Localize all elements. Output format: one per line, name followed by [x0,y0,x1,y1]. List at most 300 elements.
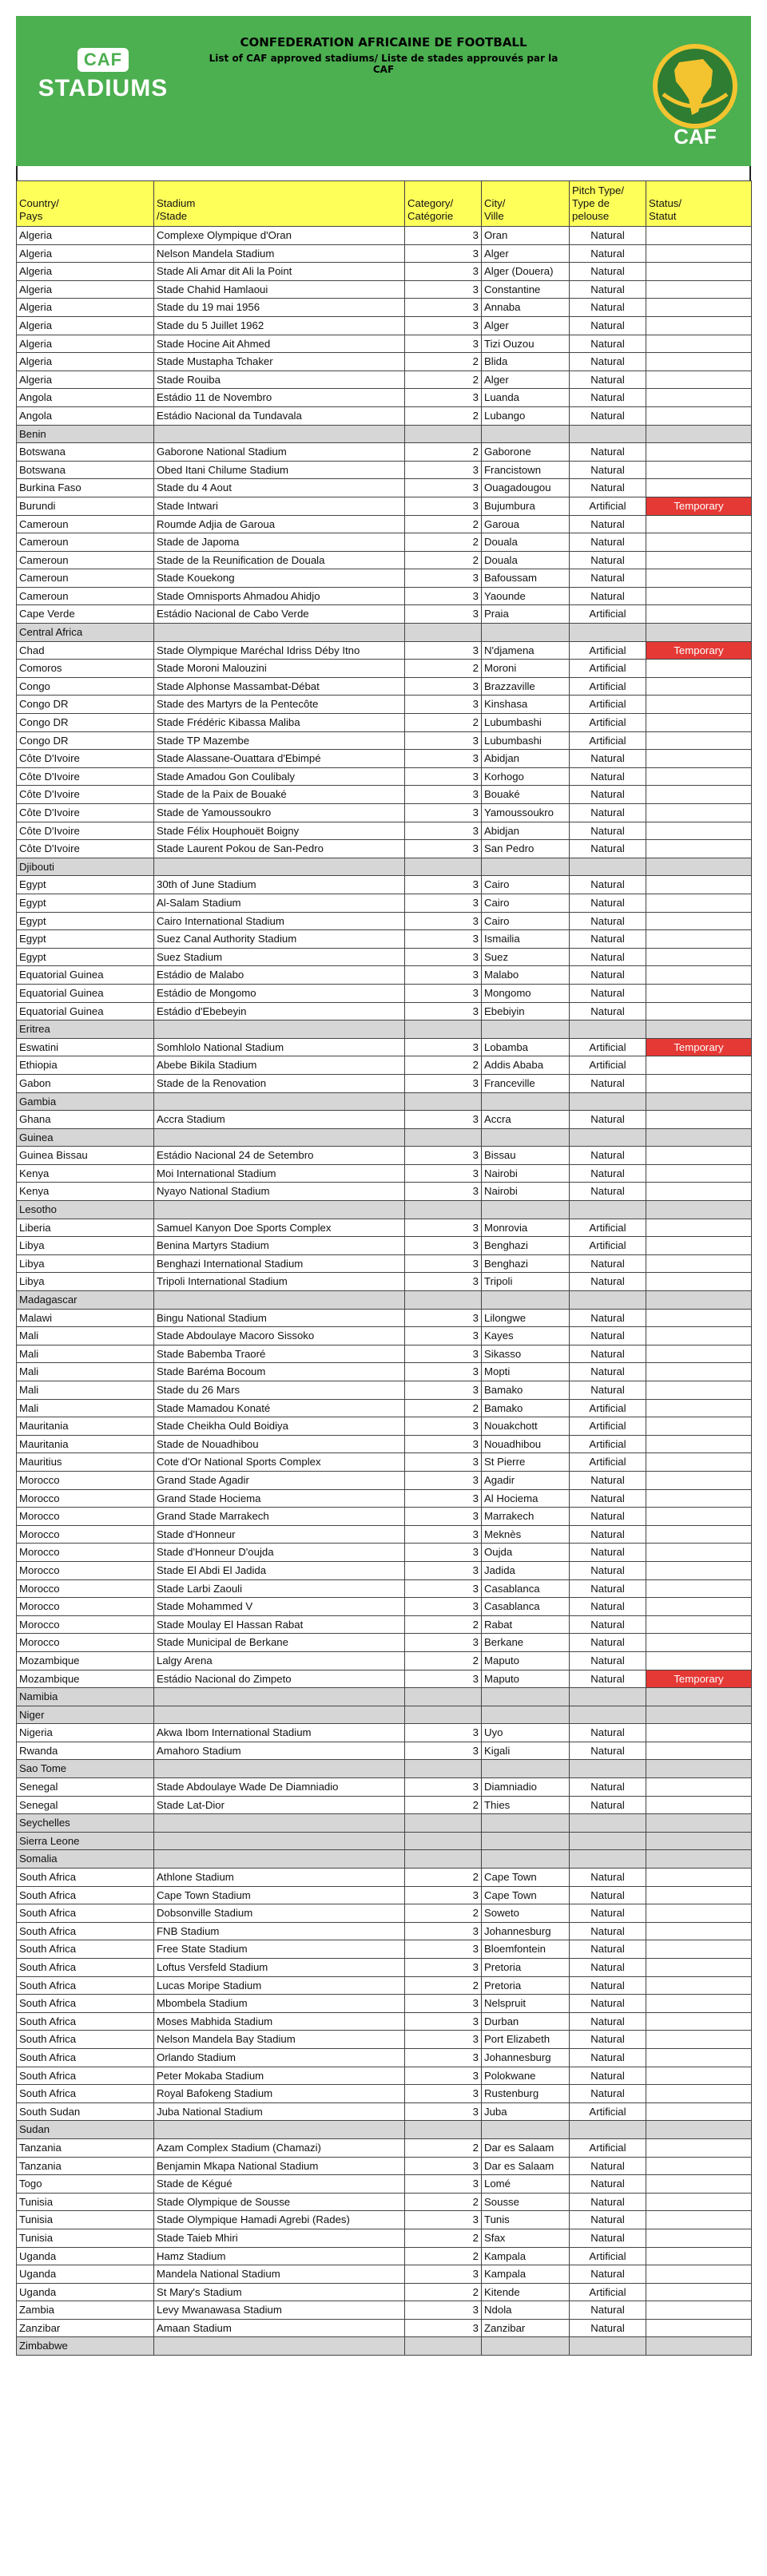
cell-pitch: Natural [570,371,646,389]
cell-stadium: Estádio Nacional do Zimpeto [154,1670,405,1688]
table-row-empty-country [17,1706,752,1724]
table-row [17,912,752,930]
cell-pitch: Natural [570,263,646,281]
table-row [17,2102,752,2121]
cell-city: Alger [482,371,570,389]
cell-status [646,822,752,840]
cell-category: 2 [405,2229,482,2247]
cell-status [646,443,752,462]
cell-status [646,1020,752,1039]
cell-status [646,1201,752,1219]
cell-country: Cameroun [17,551,154,569]
cell-category: 3 [405,948,482,966]
cell-category: 2 [405,1976,482,1995]
cell-city: Diamniadio [482,1778,570,1797]
cell-stadium: Stade Moulay El Hassan Rabat [154,1615,405,1634]
cell-stadium: Stade El Abdi El Jadida [154,1561,405,1579]
cell-pitch: Natural [570,2085,646,2103]
cell-city: Constantine [482,280,570,299]
cell-city: Nouadhibou [482,1435,570,1453]
caf-emblem-icon [647,38,743,150]
cell-country: Comoros [17,660,154,678]
table-row [17,443,752,462]
cell-status [646,1615,752,1634]
cell-city: Oujda [482,1544,570,1562]
cell-country: Mauritania [17,1417,154,1436]
cell-pitch: Artificial [570,677,646,696]
cell-city: Luanda [482,389,570,407]
cell-pitch: Natural [570,1579,646,1598]
cell-status [646,1471,752,1489]
cell-city: Addis Ababa [482,1056,570,1075]
cell-category: 2 [405,1056,482,1075]
cell-status [646,1309,752,1327]
cell-pitch: Artificial [570,1056,646,1075]
cell-category: 3 [405,786,482,804]
cell-status [646,263,752,281]
cell-city: Cairo [482,876,570,894]
cell-stadium [154,1814,405,1833]
cell-pitch: Natural [570,2031,646,2049]
cell-country: Morocco [17,1615,154,1634]
cell-status [646,1995,752,2013]
cell-country: Algeria [17,299,154,317]
cell-stadium: Stade d'Honneur [154,1525,405,1544]
cell-country: Gambia [17,1092,154,1111]
table-row [17,767,752,786]
cell-pitch: Artificial [570,696,646,714]
cell-country: Mauritania [17,1435,154,1453]
cell-city: Korhogo [482,767,570,786]
cell-status [646,2193,752,2211]
cell-status [646,2319,752,2337]
cell-city: Bloemfontein [482,1940,570,1959]
cell-pitch: Natural [570,353,646,371]
cell-status [646,1237,752,1255]
cell-city: Lilongwe [482,1309,570,1327]
cell-stadium [154,2337,405,2356]
cell-country: Algeria [17,316,154,335]
cell-country: Niger [17,1706,154,1724]
cell-city: Cape Town [482,1869,570,1887]
cell-country: Morocco [17,1579,154,1598]
cell-city: Annaba [482,299,570,317]
cell-stadium: Stade Frédéric Kibassa Maliba [154,714,405,732]
table-row [17,1237,752,1255]
cell-status [646,605,752,624]
table-row [17,244,752,263]
cell-stadium: Stade de la Reunification de Douala [154,551,405,569]
cell-city: Abidjan [482,750,570,768]
cell-stadium: Stade de Yamoussoukro [154,804,405,822]
cell-country: Congo [17,677,154,696]
cell-country: Mozambique [17,1670,154,1688]
cell-stadium: Stade de Nouadhibou [154,1435,405,1453]
cell-category: 3 [405,2085,482,2103]
cell-category [405,1814,482,1833]
cell-status: Temporary [646,1670,752,1688]
cell-status [646,569,752,588]
table-row [17,1778,752,1797]
cell-category: 3 [405,1147,482,1165]
cell-stadium: Stade Taieb Mhiri [154,2229,405,2247]
cell-category: 3 [405,1995,482,2013]
cell-country: South Africa [17,2012,154,2031]
cell-status [646,1598,752,1616]
cell-country: Congo DR [17,731,154,750]
table-row [17,1147,752,1165]
table-row-empty-country [17,425,752,443]
cell-country: Morocco [17,1508,154,1526]
cell-pitch: Natural [570,948,646,966]
cell-category: 3 [405,1111,482,1129]
table-row [17,1453,752,1472]
cell-stadium: Stade Ali Amar dit Ali la Point [154,263,405,281]
cell-city: Uyo [482,1724,570,1742]
cell-city: Mopti [482,1363,570,1381]
cell-city: Maputo [482,1651,570,1670]
cell-city: Cairo [482,894,570,912]
cell-city: Praia [482,605,570,624]
cell-city: Bamako [482,1399,570,1417]
cell-status [646,461,752,479]
cell-status [646,858,752,876]
cell-status [646,316,752,335]
cell-country: South Sudan [17,2102,154,2121]
table-row [17,1111,752,1129]
cell-stadium: Moses Mabhida Stadium [154,2012,405,2031]
cell-pitch: Natural [570,2157,646,2175]
table-row [17,316,752,335]
cell-stadium [154,1201,405,1219]
cell-category: 3 [405,696,482,714]
cell-city: Johannesburg [482,2048,570,2067]
cell-pitch: Natural [570,966,646,985]
table-row [17,1273,752,1291]
cell-stadium: Stade Abdoulaye Macoro Sissoko [154,1327,405,1345]
cell-category: 3 [405,569,482,588]
cell-country: Central Africa [17,624,154,642]
cell-status [646,876,752,894]
cell-city: Agadir [482,1471,570,1489]
table-row [17,2301,752,2320]
cell-status [646,227,752,245]
cell-stadium: Stade Baréma Bocoum [154,1363,405,1381]
cell-category: 2 [405,2283,482,2301]
cell-pitch [570,1092,646,1111]
cell-status [646,1904,752,1923]
cell-city: Casablanca [482,1598,570,1616]
cell-status [646,371,752,389]
table-row [17,948,752,966]
cell-country: Côte D'Ivoire [17,804,154,822]
cell-category [405,858,482,876]
cell-pitch [570,1850,646,1869]
table-row [17,1796,752,1814]
cell-category: 3 [405,227,482,245]
cell-status [646,2247,752,2265]
cell-pitch: Natural [570,1508,646,1526]
cell-category: 3 [405,731,482,750]
cell-country: Côte D'Ivoire [17,822,154,840]
cell-status [646,533,752,552]
cell-city: Marrakech [482,1508,570,1526]
cell-pitch: Natural [570,1976,646,1995]
cell-city: Pretoria [482,1959,570,1977]
cell-stadium: Stade d'Honneur D'oujda [154,1544,405,1562]
cell-country: South Africa [17,1904,154,1923]
table-row [17,1670,752,1688]
cell-country: Congo DR [17,696,154,714]
cell-country: South Africa [17,1959,154,1977]
cell-city: Benghazi [482,1254,570,1273]
cell-pitch: Natural [570,443,646,462]
cell-status [646,1345,752,1363]
cell-status [646,1706,752,1724]
cell-status [646,2157,752,2175]
cell-stadium: Somhlolo National Stadium [154,1038,405,1056]
cell-pitch: Natural [570,1309,646,1327]
cell-city: Nouakchott [482,1417,570,1436]
cell-status [646,624,752,642]
cell-status [646,1651,752,1670]
cell-category: 3 [405,1525,482,1544]
table-row [17,2012,752,2031]
cell-status [646,1291,752,1310]
table-row-empty-country [17,2337,752,2356]
cell-stadium [154,2121,405,2139]
cell-stadium: Nelson Mandela Bay Stadium [154,2031,405,2049]
cell-city: Malabo [482,966,570,985]
cell-pitch: Artificial [570,641,646,660]
cell-country: Tunisia [17,2211,154,2229]
cell-pitch: Natural [570,1724,646,1742]
cell-category: 3 [405,641,482,660]
table-row [17,750,752,768]
cell-status [646,1273,752,1291]
cell-pitch: Natural [570,1904,646,1923]
cell-stadium: Samuel Kanyon Doe Sports Complex [154,1219,405,1237]
cell-stadium: Stade Mustapha Tchaker [154,353,405,371]
table-row [17,2067,752,2085]
table-row-empty-country [17,1201,752,1219]
cell-country: Morocco [17,1525,154,1544]
cell-stadium: Estádio de Malabo [154,966,405,985]
cell-country: Mozambique [17,1651,154,1670]
cell-pitch: Natural [570,1363,646,1381]
cell-category: 3 [405,966,482,985]
table-row [17,1976,752,1995]
cell-pitch: Natural [570,1778,646,1797]
cell-category: 3 [405,1309,482,1327]
cell-status [646,2138,752,2157]
cell-status [646,984,752,1002]
cell-category: 3 [405,912,482,930]
cell-stadium: Juba National Stadium [154,2102,405,2121]
cell-status [646,786,752,804]
cell-status [646,660,752,678]
cell-country: Tunisia [17,2229,154,2247]
cell-city: Francistown [482,461,570,479]
cell-country: Morocco [17,1598,154,1616]
cell-country: Guinea [17,1128,154,1147]
cell-status [646,1111,752,1129]
cell-status [646,1760,752,1778]
cell-category: 2 [405,1869,482,1887]
cell-status [646,1579,752,1598]
cell-country: South Africa [17,2067,154,2085]
cell-pitch [570,858,646,876]
cell-country: Botswana [17,461,154,479]
table-row [17,696,752,714]
cell-country: Egypt [17,876,154,894]
cell-city [482,1092,570,1111]
cell-pitch: Artificial [570,714,646,732]
cell-pitch: Natural [570,1183,646,1201]
cell-category: 2 [405,515,482,533]
cell-status [646,2048,752,2067]
table-row [17,731,752,750]
cell-stadium: Cairo International Stadium [154,912,405,930]
cell-stadium: Stade Mohammed V [154,1598,405,1616]
cell-stadium: Stade Abdoulaye Wade De Diamniadio [154,1778,405,1797]
cell-stadium: Stade Babemba Traoré [154,1345,405,1363]
cell-city: Accra [482,1111,570,1129]
subtitle: List of CAF approved stadiums/ Liste de stades approuvés par la CAF [209,53,558,75]
table-row [17,479,752,497]
table-row [17,641,752,660]
cell-category: 3 [405,316,482,335]
cell-pitch: Natural [570,767,646,786]
cell-status [646,731,752,750]
cell-category: 2 [405,1399,482,1417]
cell-status [646,767,752,786]
cell-stadium: Stade Hocine Ait Ahmed [154,335,405,353]
header-stadium: Stadium /Stade [154,181,405,227]
cell-status [646,425,752,443]
cell-category: 3 [405,2102,482,2121]
cell-stadium: Free State Stadium [154,1940,405,1959]
cell-category: 2 [405,1796,482,1814]
table-row [17,1651,752,1670]
cell-stadium: Akwa Ibom International Stadium [154,1724,405,1742]
cell-city: Douala [482,533,570,552]
cell-country: South Africa [17,2031,154,2049]
cell-stadium: Mandela National Stadium [154,2265,405,2284]
table-body [17,227,752,2356]
table-row [17,1056,752,1075]
cell-pitch: Artificial [570,731,646,750]
cell-country: Zambia [17,2301,154,2320]
cell-category: 3 [405,1363,482,1381]
cell-city: Kigali [482,1742,570,1760]
cell-status [646,1724,752,1742]
table-row [17,551,752,569]
cell-stadium: Athlone Stadium [154,1869,405,1887]
cell-country: Mali [17,1363,154,1381]
cell-category: 3 [405,2048,482,2067]
cell-stadium: Stade de la Paix de Bouaké [154,786,405,804]
cell-pitch: Natural [570,2229,646,2247]
cell-category [405,2337,482,2356]
cell-stadium: Stade Alassane-Ouattara d'Ebimpé [154,750,405,768]
cell-stadium: Stade du 19 mai 1956 [154,299,405,317]
cell-status [646,2031,752,2049]
cell-category: 3 [405,2175,482,2194]
cell-category: 3 [405,822,482,840]
cell-pitch: Natural [570,1544,646,1562]
table-row [17,1309,752,1327]
cell-country: Equatorial Guinea [17,966,154,985]
table-row [17,1471,752,1489]
cell-city [482,2121,570,2139]
header-pitch: Pitch Type/ Type de pelouse [570,181,646,227]
table-row [17,1634,752,1652]
cell-stadium: Lalgy Arena [154,1651,405,1670]
cell-pitch: Natural [570,804,646,822]
cell-status [646,1976,752,1995]
cell-status [646,930,752,949]
cell-category: 3 [405,930,482,949]
cell-pitch: Natural [570,1561,646,1579]
cell-city: Alger [482,316,570,335]
cell-stadium: Amaan Stadium [154,2319,405,2337]
cell-country: Somalia [17,1850,154,1869]
table-row [17,1742,752,1760]
cell-country: Sudan [17,2121,154,2139]
cell-city [482,1760,570,1778]
cell-pitch: Natural [570,1471,646,1489]
cell-country: Mauritius [17,1453,154,1472]
cell-city: Douala [482,551,570,569]
cell-category: 3 [405,984,482,1002]
cell-country: Nigeria [17,1724,154,1742]
cell-category: 3 [405,2067,482,2085]
table-row [17,533,752,552]
cell-country: Botswana [17,443,154,462]
cell-stadium: Obed Itani Chilume Stadium [154,461,405,479]
cell-status [646,1399,752,1417]
cell-country: Kenya [17,1164,154,1183]
cell-city [482,1688,570,1706]
cell-category [405,1291,482,1310]
cell-status [646,353,752,371]
table-row-empty-country [17,1092,752,1111]
cell-city: Monrovia [482,1219,570,1237]
table-row [17,1561,752,1579]
cell-stadium: Grand Stade Agadir [154,1471,405,1489]
cell-category: 3 [405,1417,482,1436]
cell-stadium: Stade du 4 Aout [154,479,405,497]
cell-status [646,966,752,985]
cell-city: Dar es Salaam [482,2138,570,2157]
cell-country: Uganda [17,2283,154,2301]
cell-stadium: Benjamin Mkapa National Stadium [154,2157,405,2175]
table-row [17,497,752,515]
cell-category: 3 [405,1489,482,1508]
cell-pitch: Natural [570,1345,646,1363]
table-row [17,1995,752,2013]
cell-stadium: Accra Stadium [154,1111,405,1129]
cell-city: Brazzaville [482,677,570,696]
cell-country: Libya [17,1273,154,1291]
cell-country: Djibouti [17,858,154,876]
cell-pitch [570,624,646,642]
cell-stadium: Azam Complex Stadium (Chamazi) [154,2138,405,2157]
cell-status [646,1074,752,1092]
cell-stadium: Orlando Stadium [154,2048,405,2067]
cell-pitch: Natural [570,2265,646,2284]
